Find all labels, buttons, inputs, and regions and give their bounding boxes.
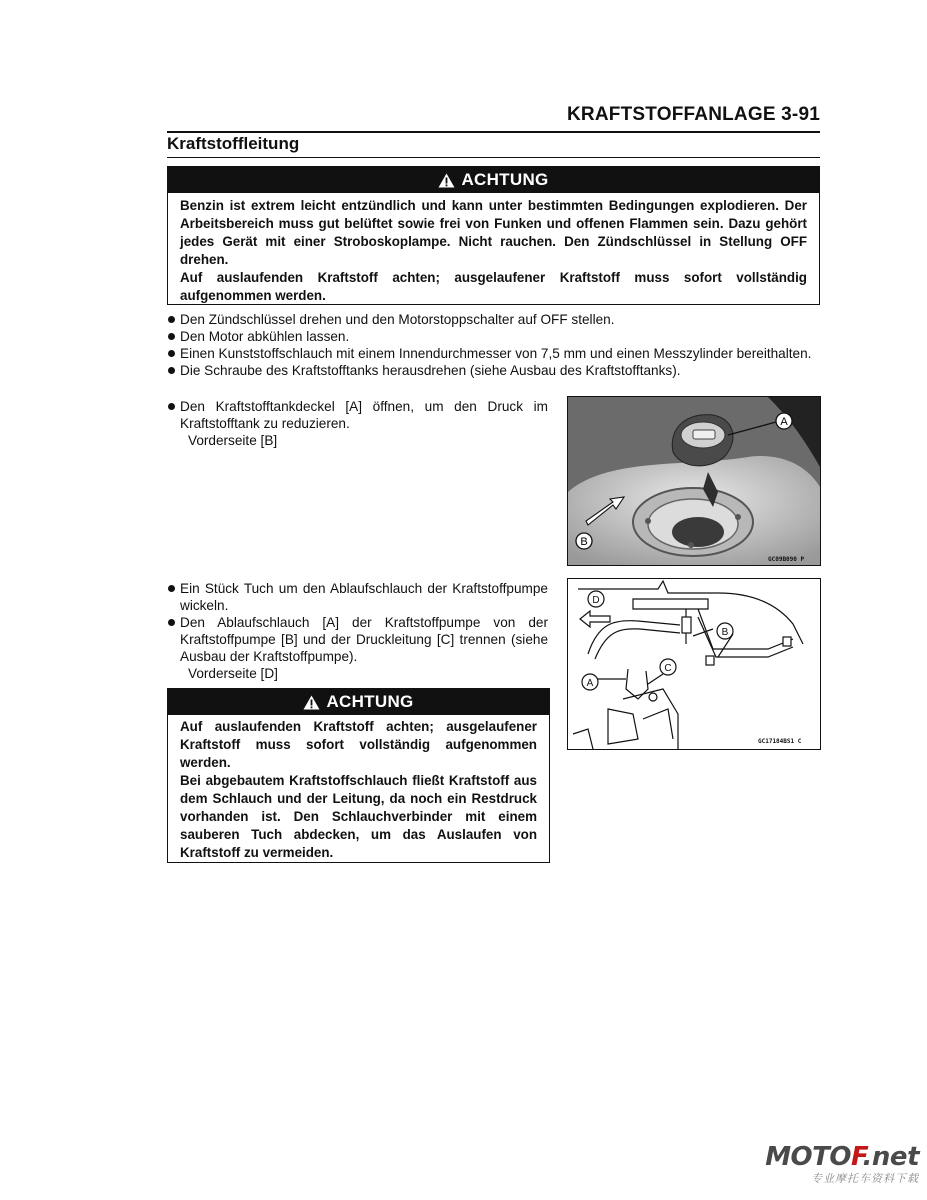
step-text: Den Kraftstofftankdeckel [A] öffnen, um den Druck im Kraftstofftank zu reduzieren.	[180, 399, 548, 431]
page-header: KRAFTSTOFFANLAGE 3-91	[567, 104, 820, 125]
warning-paragraph: Bei abgebautem Kraftstoffschlauch fließt Kraftstoff aus dem Schlauch und der Leitung, da noch ein Restdruck vorhanden ist. Den Schlauchverbinder mit einem sauberen Tuch abdecken, um das Auslaufen von Kraftstoff zu vermeiden.	[180, 773, 537, 860]
figure-code: GC17184BS1 C	[758, 738, 802, 745]
warning-text	[168, 193, 819, 305]
figure-tank-cap-photo	[567, 396, 821, 566]
list-item: Die Schraube des Kraftstofftanks herausdrehen (siehe Ausbau des Kraftstofftanks).	[167, 362, 820, 379]
callout-a-label: A	[586, 678, 594, 689]
warning-box-residual-pressure	[167, 688, 550, 863]
step-list-tank-cap	[167, 398, 548, 449]
header-rule	[167, 131, 820, 133]
warning-header	[168, 167, 819, 193]
step-subnote: Vorderseite [B]	[188, 433, 278, 448]
step-subnote: Vorderseite [D]	[188, 666, 278, 681]
step-text: Den Ablaufschlauch [A] der Kraftstoffpumpe von der Kraftstoffpumpe [B] und der Druckleitung [C] trennen (siehe Ausbau der Kraftstoffpumpe).	[180, 615, 548, 664]
warning-paragraph: Auf auslaufenden Kraftstoff achten; ausgelaufener Kraftstoff muss sofort vollständig aufgenommen werden.	[180, 270, 807, 303]
warning-triangle-icon	[303, 695, 320, 710]
list-item: Den Motor abkühlen lassen.	[167, 328, 820, 345]
callout-a-label: A	[780, 416, 788, 428]
watermark	[765, 1144, 919, 1186]
list-item	[167, 614, 548, 682]
step-list-preparation	[167, 311, 820, 379]
list-item: Ein Stück Tuch um den Ablaufschlauch der Kraftstoffpumpe wickeln.	[167, 580, 548, 614]
warning-header	[168, 689, 549, 715]
callout-b-label: B	[721, 627, 729, 638]
tank-cap-photo	[568, 397, 820, 565]
list-item	[167, 398, 548, 449]
warning-heading: ACHTUNG	[326, 692, 414, 711]
watermark-logo: MOTOF.net	[765, 1142, 919, 1172]
warning-box-fire	[167, 166, 820, 305]
warning-text	[168, 715, 549, 862]
list-item: Den Zündschlüssel drehen und den Motorstoppschalter auf OFF stellen.	[167, 311, 820, 328]
figure-hose-diagram	[567, 578, 821, 750]
watermark-tagline: 专业摩托车资料下载	[811, 1173, 919, 1185]
step-list-hose	[167, 580, 548, 682]
callout-b-label: B	[580, 536, 588, 548]
callout-d-label: D	[592, 595, 600, 606]
arrow-icon	[580, 611, 610, 627]
warning-triangle-icon	[438, 173, 455, 188]
list-item: Einen Kunststoffschlauch mit einem Innendurchmesser von 7,5 mm und einen Messzylinder bereithalten.	[167, 345, 820, 362]
hose-diagram	[568, 579, 820, 749]
warning-paragraph: Benzin ist extrem leicht entzündlich und kann unter bestimmten Bedingungen explodieren. Der Arbeitsbereich muss gut belüftet sowie frei von Funken und offenen Flammen sein. Dazu gehört jedes Gerät mit einer Stroboskoplampe. Nicht rauchen. Den Zündschlüssel in Stellung OFF drehen.	[180, 198, 807, 267]
warning-heading: ACHTUNG	[461, 170, 549, 189]
callout-c-label: C	[664, 663, 672, 674]
section-rule	[167, 157, 820, 158]
figure-code: GC09B090 P	[768, 556, 805, 563]
section-title: Kraftstoffleitung	[167, 134, 300, 153]
warning-paragraph: Auf auslaufenden Kraftstoff achten; ausgelaufener Kraftstoff muss sofort vollständig aufgenommen werden.	[180, 719, 537, 770]
